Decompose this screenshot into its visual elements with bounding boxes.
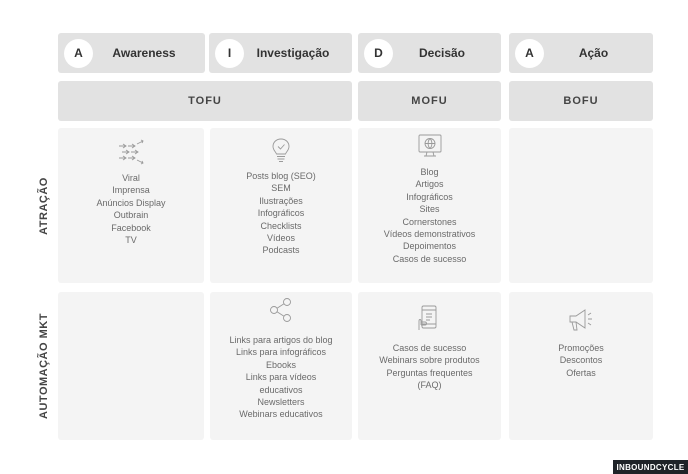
list-item: Podcasts [262, 245, 300, 256]
megaphone-icon [566, 306, 596, 334]
cell-item-list [379, 342, 479, 392]
list-item: Viral [122, 173, 140, 183]
cell-item-list [96, 172, 165, 246]
stage-label: Ação [578, 46, 609, 60]
list-item: Vídeos [266, 233, 296, 244]
list-item: TV [125, 235, 137, 246]
list-item: educativos [259, 384, 303, 395]
list-item: (FAQ) [417, 380, 442, 391]
cell-atracao-awareness [58, 128, 204, 283]
cell-item-list [384, 166, 476, 265]
list-item: Perguntas frequentes [386, 367, 473, 378]
cell-automacao-investigacao [210, 292, 352, 440]
row-label-atracao [30, 128, 58, 283]
cell-automacao-awareness [58, 292, 204, 440]
web-globe-icon [416, 132, 444, 160]
stage-header-awareness [58, 33, 205, 73]
list-item: Sites [419, 204, 440, 215]
list-item: Webinars sobre produtos [379, 355, 480, 366]
list-item: Promoções [558, 343, 604, 353]
list-item: Links para vídeos [245, 372, 317, 383]
stage-letter: I [215, 39, 244, 68]
stage-header-investigacao [209, 33, 352, 73]
list-item: Ebooks [265, 359, 296, 370]
list-item: Links para infográficos [235, 347, 327, 358]
row-label-text: AUTOMAÇÃO MKT [38, 313, 50, 419]
cell-atracao-decisao [358, 128, 501, 283]
list-item: Artigos [415, 179, 444, 190]
list-item: Checklists [260, 220, 302, 231]
cell-automacao-decisao [358, 292, 501, 440]
cell-atracao-investigacao [210, 128, 352, 283]
list-item: Posts blog (SEO) [246, 171, 316, 181]
funnel-header-mofu: MOFU [358, 81, 501, 121]
funnel-header-bofu: BOFU [509, 81, 653, 121]
stage-letter: D [364, 39, 393, 68]
stage-letter: A [64, 39, 93, 68]
list-item: Blog [420, 167, 439, 177]
list-item: Casos de sucesso [392, 343, 467, 353]
stage-header-acao [509, 33, 653, 73]
stage-label: Investigação [256, 46, 330, 60]
list-item: Anúncios Display [96, 197, 166, 208]
stage-label: Decisão [418, 46, 466, 60]
list-item: Descontos [559, 355, 603, 366]
tablet-hand-icon [417, 304, 443, 332]
stage-label: Awareness [112, 46, 176, 60]
list-item: Ilustrações [259, 195, 303, 206]
cell-atracao-acao [509, 128, 653, 283]
lightbulb-icon [270, 136, 292, 164]
list-item: Webinars educativos [239, 409, 323, 420]
list-item: SEM [271, 183, 291, 194]
list-item: Infográficos [406, 191, 453, 202]
list-item: Infográficos [257, 208, 305, 219]
cell-item-list [558, 342, 604, 379]
list-item: Depoimentos [402, 241, 456, 252]
funnel-header-tofu: TOFU [58, 81, 352, 121]
list-item: Newsletters [257, 397, 305, 408]
list-item: Facebook [111, 222, 151, 233]
list-item: Links para artigos do blog [229, 335, 333, 345]
list-item: Outbrain [113, 210, 149, 221]
cell-item-list [246, 170, 316, 257]
stage-letter: A [515, 39, 544, 68]
row-label-text: ATRAÇÃO [38, 176, 50, 235]
brand-logo: INBOUNDCYCLE [613, 460, 688, 474]
row-label-automacao [30, 292, 58, 440]
cell-automacao-acao [509, 292, 653, 440]
share-icon [268, 296, 294, 324]
list-item: Vídeos demonstrativos [383, 229, 476, 240]
list-item: Cornerstones [402, 216, 457, 227]
stage-header-decisao [358, 33, 501, 73]
list-item: Imprensa [112, 185, 150, 196]
arrows-flow-icon [116, 138, 146, 166]
cell-item-list [229, 334, 332, 421]
list-item: Casos de sucesso [392, 253, 467, 264]
list-item: Ofertas [566, 367, 596, 378]
